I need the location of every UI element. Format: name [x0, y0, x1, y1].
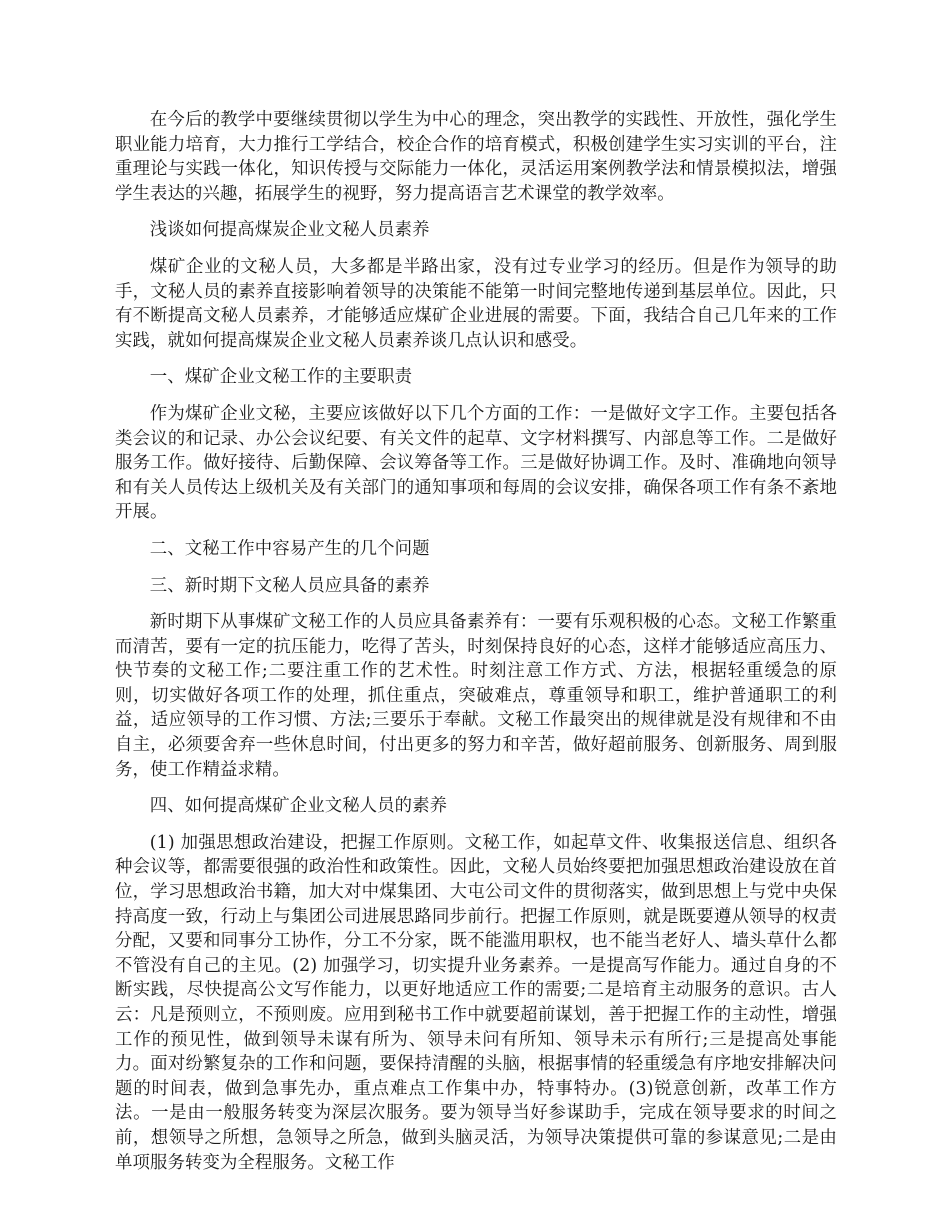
section-heading-4: 四、如何提高煤矿企业文秘人员的素养: [149, 796, 448, 817]
paragraph-duties: 作为煤矿企业文秘，主要应该做好以下几个方面的工作：一是做好文字工作。主要包括各类会议的和记录、办公会议纪要、有关文件的起草、文字材料撰写、内部息等工作。二是做好服务工作。做好接待、后勤保障、会议筹备等工作。三是做好协调工作。及时、准确地向领导和有关人员传达上级机关及有关部门的通知事项和每周的会议安排，确保各项工作有条不紊地开展。: [115, 403, 837, 523]
document-page: [115, 108, 837, 1187]
paragraph-intro: 煤矿企业的文秘人员，大多都是半路出家，没有过专业学习的经历。但是作为领导的助手，文秘人员的素养直接影响着领导的决策能不能第一时间完整地传递到基层单位。因此，只有不断提高文秘人员素养，才能够适应煤矿企业进展的需要。下面，我结合自己几年来的工作实践，就如何提高煤炭企业文秘人员素养谈几点认识和感受。: [115, 256, 837, 351]
section-heading-3: 三、新时期下文秘人员应具备的素养: [149, 575, 430, 596]
paragraph-improvement: (1) 加强思想政治建设，把握工作原则。文秘工作，如起草文件、收集报送信息、组织各种会议等，都需要很强的政治性和政策性。因此，文秘人员始终要把加强思想政治建设放在首位，学习思想政治书籍，加大对中煤集团、大屯公司文件的贯彻落实，做到思想上与党中央保持高度一致，行动上与集团公司进展思路同步前行。把握工作原则，就是既要遵从领导的权责分配，又要和同事分工协作，分工不分家，既不能滥用职权，也不能当老好人、墙头草什么都不管没有自己的主见。(2) 加强学习，切实提升业务素养。一是提高写作能力。通过自身的不断实践，尽快提高公文写作能力，以更好地适应工作的需要;二是培育主动服务的意识。古人云：凡是预则立，不预则废。应用到秘书工作中就要超前谋划，善于把握工作的主动性，增强工作的预见性，做到领导未谋有所为、领导未问有所知、领导未示有所行;三是提高处事能力。面对纷繁复杂的工作和问题，要保持清醒的头脑，根据事情的轻重缓急有序地安排解决问题的时间表，做到急事先办，重点难点工作集中办，特事特办。(3)锐意创新，改革工作方法。一是由一般服务转变为深层次服务。要为领导当好参谋助手，完成在领导要求的时间之前，想领导之所想，急领导之所急，做到头脑灵活，为领导决策提供可靠的参谋意见;二是由单项服务转变为全程服务。文秘工作: [115, 832, 837, 1173]
paragraph-qualities: 新时期下从事煤矿文秘工作的人员应具备素养有：一要有乐观积极的心态。文秘工作繁重而清苦，要有一定的抗压能力，吃得了苦头，时刻保持良好的心态，这样才能够适应高压力、快节奏的文秘工作;二要注重工作的艺术性。时刻注意工作方式、方法，根据轻重缓急的原则，切实做好各项工作的处理，抓住重点，突破难点，尊重领导和职工，维护普通职工的利益，适应领导的工作习惯、方法;三要乐于奉献。文秘工作最突出的规律就是没有规律和不由自主，必须要舍弃一些休息时间，付出更多的努力和辛苦，做好超前服务、创新服务、周到服务，使工作精益求精。: [115, 612, 837, 780]
paragraph-teaching-summary: 在今后的教学中要继续贯彻以学生为中心的理念，突出教学的实践性、开放性，强化学生职业能力培育，大力推行工学结合，校企合作的培育模式，积极创建学生实习实训的平台，注重理论与实践一体化，知识传授与交际能力一体化，灵活运用案例教学法和情景模拟法，增强学生表达的兴趣，拓展学生的视野，努力提高语言艺术课堂的教学效率。: [115, 110, 837, 204]
section-heading-1: 一、煤矿企业文秘工作的主要职责: [149, 367, 413, 388]
article-title: 浅谈如何提高煤炭企业文秘人员素养: [149, 220, 430, 241]
section-heading-2: 二、文秘工作中容易产生的几个问题: [149, 538, 430, 559]
